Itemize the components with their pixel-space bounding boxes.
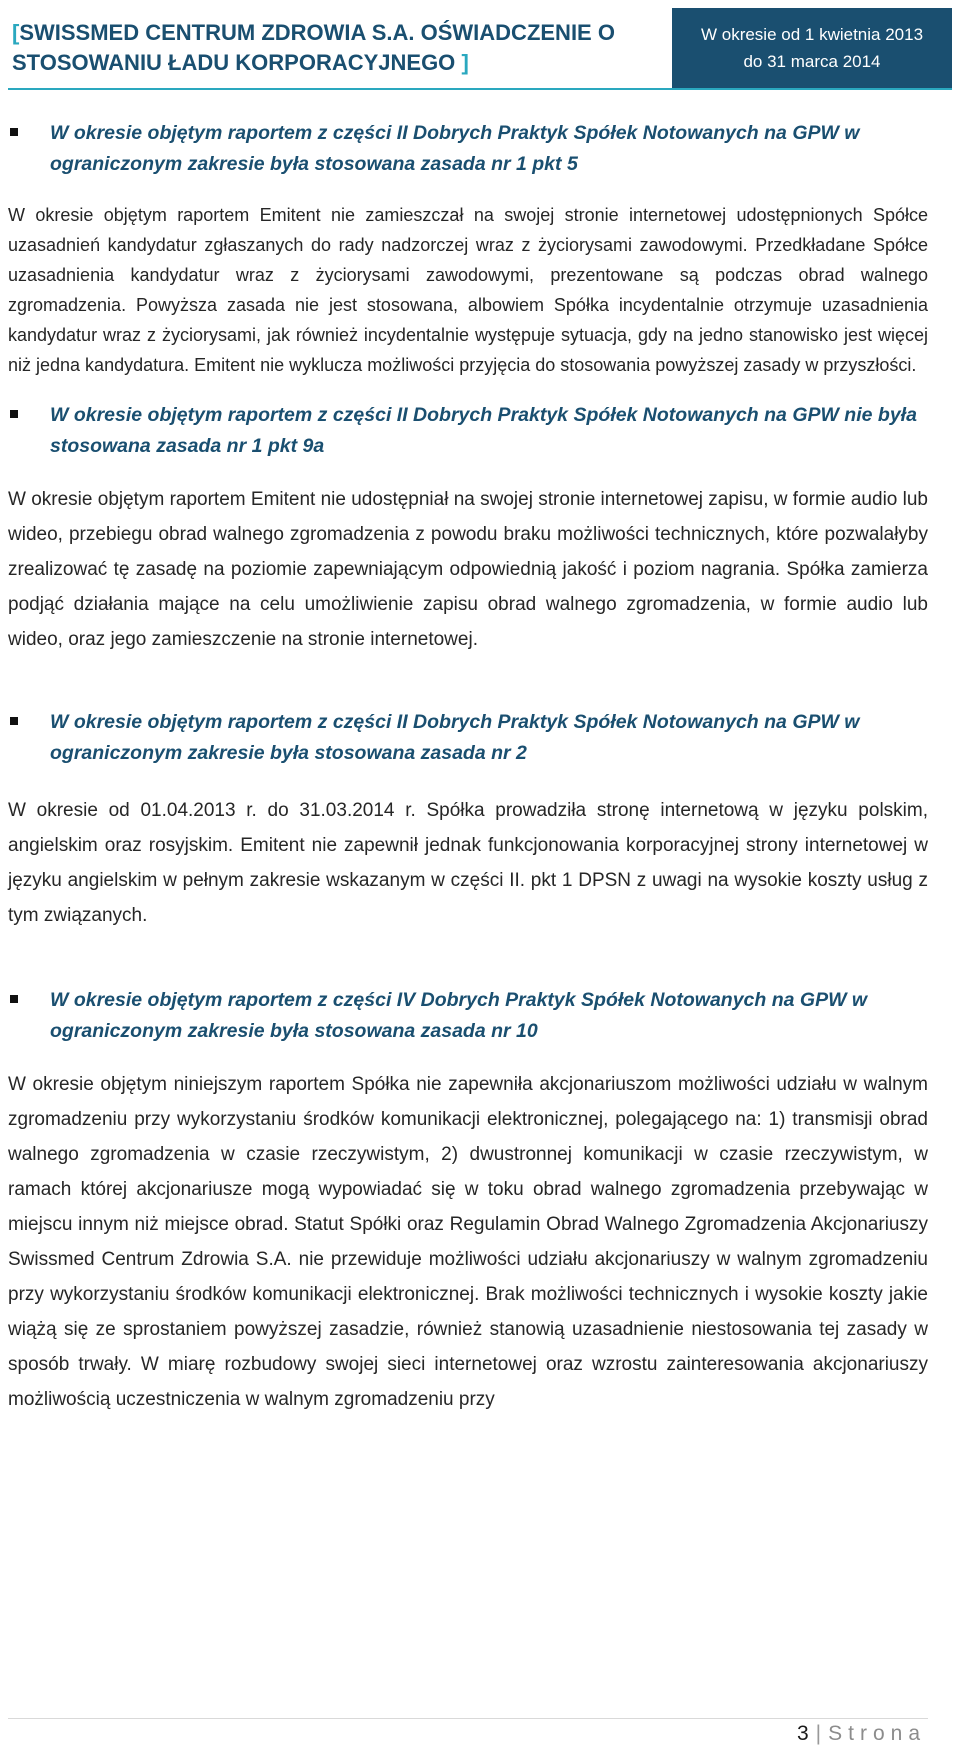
section-paragraph: W okresie objętym raportem Emitent nie zamieszczał na swojej stronie internetowej udostępnionych Spółce uzasadnień kandydatur zgłaszanych do rady nadzorczej wraz z życiorysami zawodowymi. Przedkładane Spółce uzasadnienia kandydatur wraz z życiorysami zawodowymi, prezentowane są podczas obrad walnego zgromadzenia. Powyższa zasada nie jest stosowana, albowiem Spółka incydentalnie otrzymuje uzasadnienia kandydatur wraz z życiorysami, jak również incydentalnie występuje sytuacja, gdy na jedno stanowisko jest więcej niż jedna kandydatura. Emitent nie wyklucza możliwości przyjęcia do stosowania powyższej zasady w przyszłości. (8, 205, 928, 375)
period-line-2: do 31 marca 2014 (743, 52, 881, 71)
section-principle-2 (8, 707, 928, 933)
footer-separator: | (815, 1722, 823, 1745)
footer-divider (8, 1718, 928, 1719)
document-body (8, 118, 928, 1417)
title-open-bracket: [ (12, 20, 20, 45)
section-heading: W okresie objętym raportem z części IV Dobrych Praktyk Spółek Notowanych na GPW w ograniczonym zakresie była stosowana zasada nr 10 (8, 985, 928, 1047)
page-number: 3 (796, 1722, 810, 1745)
square-bullet-icon (10, 128, 18, 136)
section-heading: W okresie objętym raportem z części II Dobrych Praktyk Spółek Notowanych na GPW w ograniczonym zakresie była stosowana zasada nr 2 (8, 707, 928, 769)
page-label: Strona (828, 1722, 926, 1745)
square-bullet-icon (10, 717, 18, 725)
section-paragraph: W okresie od 01.04.2013 r. do 31.03.2014 r. Spółka prowadziła stronę internetową w języku polskim, angielskim oraz rosyjskim. Emitent nie zapewnił jednak funkcjonowania korporacyjnej strony internetowej w języku angielskim w pełnym zakresie wskazanym w części II. pkt 1 DPSN z uwagi na wysokie koszty usług z tym związanych. (8, 800, 928, 926)
page-header (8, 8, 952, 90)
section-principle-4-10 (8, 985, 928, 1417)
section-principle-1-5 (8, 118, 928, 380)
title-close-bracket: ] (461, 50, 469, 75)
section-paragraph: W okresie objętym niniejszym raportem Spółka nie zapewniła akcjonariuszom możliwości udziału w walnym zgromadzeniu przy wykorzystaniu środków komunikacji elektronicznej, polegającego na: 1) transmisji obrad walnego zgromadzenia w czasie rzeczywistym, 2) dwustronnej komunikacji w czasie rzeczywistym, w ramach której akcjonariusze mogą wypowiadać się w toku obrad walnego zgromadzenia przebywając w miejscu innym niż miejsce obrad. Statut Spółki oraz Regulamin Obrad Walnego Zgromadzenia Akcjonariuszy Swissmed Centrum Zdrowia S.A. nie przewiduje możliwości udziału akcjonariuszy w walnym zgromadzeniu przy wykorzystaniu środków komunikacji elektronicznej. Brak możliwości technicznych i wysokie koszty jakie wiążą się ze sprostaniem powyższej zasadzie, również stanowią uzasadnienie niestosowania tej zasady w sposób trwały. W miarę rozbudowy swojej sieci internetowej oraz wzrostu zainteresowania akcjonariuszy możliwością uczestniczenia w walnym zgromadzeniu przy (8, 1074, 928, 1410)
period-line-1: W okresie od 1 kwietnia 2013 (700, 25, 924, 44)
section-heading: W okresie objętym raportem z części II Dobrych Praktyk Spółek Notowanych na GPW nie była stosowana zasada nr 1 pkt 9a (8, 400, 928, 462)
section-heading: W okresie objętym raportem z części II Dobrych Praktyk Spółek Notowanych na GPW w ograniczonym zakresie była stosowana zasada nr 1 pkt 5 (8, 118, 928, 180)
square-bullet-icon (10, 995, 18, 1003)
title-line-2: STOSOWANIU ŁADU KORPORACYJNEGO (12, 50, 456, 75)
section-paragraph: W okresie objętym raportem Emitent nie udostępniał na swojej stronie internetowej zapisu, w formie audio lub wideo, przebiegu obrad walnego zgromadzenia z powodu braku możliwości technicznych, które pozwalałyby zrealizować tę zasadę na poziomie zapewniającym odpowiednią jakość i poziom nagrania. Spółka zamierza podjąć działania mające na celu umożliwienie zapisu obrad walnego zgromadzenia, w formie audio lub wideo, oraz jego zamieszczenie na stronie internetowej. (8, 489, 928, 650)
square-bullet-icon (10, 410, 18, 418)
section-principle-1-9a (8, 400, 928, 657)
reporting-period (672, 8, 952, 88)
title-line-1: SWISSMED CENTRUM ZDROWIA S.A. OŚWIADCZENIE O (19, 20, 615, 45)
page-footer (797, 1722, 926, 1746)
document-title (8, 8, 672, 88)
